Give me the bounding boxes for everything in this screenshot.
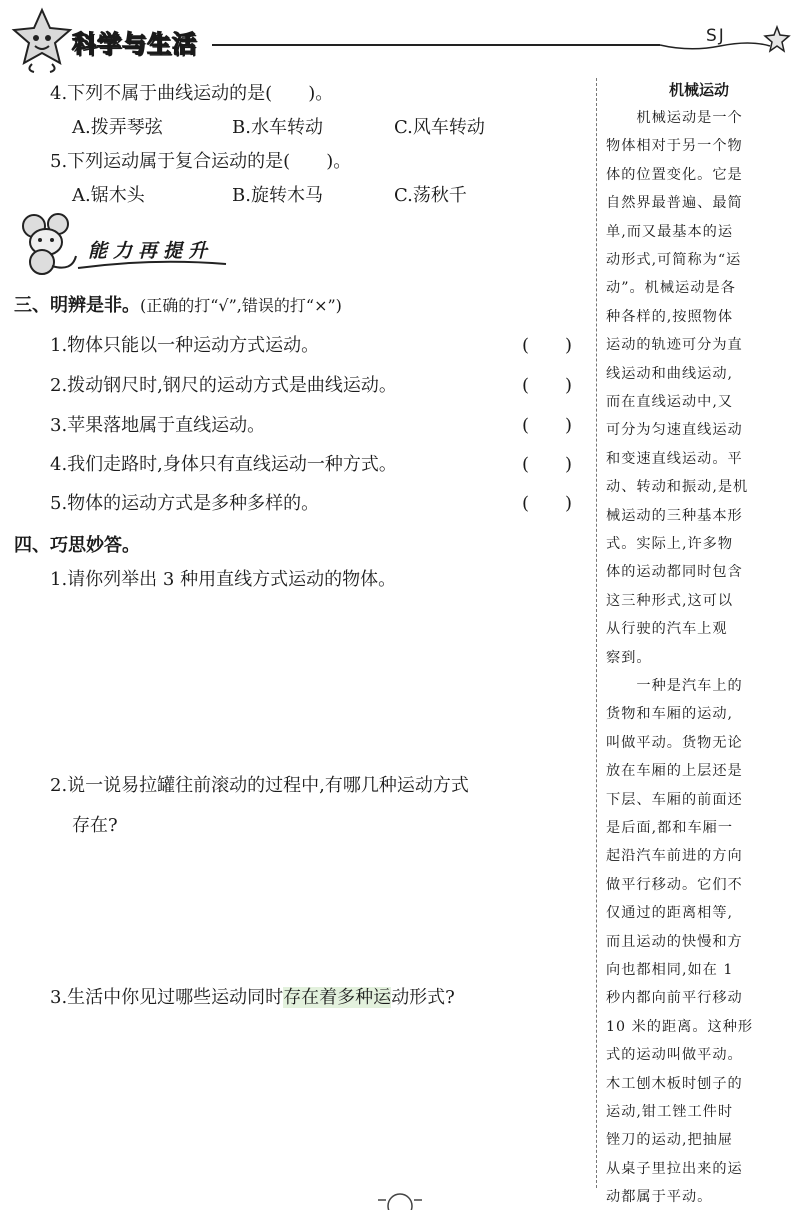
section-4-title: 四、巧思妙答。 xyxy=(14,535,140,556)
section-4-heading xyxy=(14,534,140,558)
sidebar-line: 锉刀的运动,把抽屉 xyxy=(606,1132,734,1149)
sidebar-line: 单,而又最基本的运 xyxy=(606,223,734,240)
sidebar-line: 动都属于平动。 xyxy=(606,1189,713,1206)
answer-paren-2[interactable]: ( ) xyxy=(522,375,573,396)
answer-paren-5[interactable]: ( ) xyxy=(522,493,573,514)
sidebar-line: 体的运动都同时包含 xyxy=(606,564,743,581)
sidebar-line: 从桌子里拉出来的运 xyxy=(606,1160,743,1177)
judge-item-3: 3.苹果落地属于直线运动。 xyxy=(50,415,266,436)
sidebar-line: 机械运动是一个 xyxy=(606,110,743,126)
sidebar-line: 运动的轨迹可分为直 xyxy=(606,337,743,354)
section-3-heading xyxy=(14,294,342,318)
sidebar-title: 机械运动 xyxy=(668,81,729,99)
page-number-ornament xyxy=(376,1186,424,1210)
sidebar-line: 10 米的距离。这种形 xyxy=(606,1018,754,1035)
question-4-stem: 4.下列不属于曲线运动的是( )。 xyxy=(50,83,334,104)
sidebar-line: 线运动和曲线运动, xyxy=(606,365,734,382)
sidebar-line: 放在车厢的上层还是 xyxy=(606,763,743,780)
sidebar-line: 是后面,都和车厢一 xyxy=(606,820,734,836)
sidebar-line: 式。实际上,许多物 xyxy=(606,536,734,552)
sidebar-line: 起沿汽车前进的方向 xyxy=(606,848,743,865)
sidebar-line: 一种是汽车上的 xyxy=(606,678,743,694)
sidebar-line: 动、转动和振动,是机 xyxy=(606,479,749,496)
column-divider xyxy=(596,78,597,1188)
highlighted-text: 存在着多种运 xyxy=(283,987,392,1008)
sidebar-line: 做平行移动。它们不 xyxy=(606,876,743,893)
sidebar-line: 动形式,可简称为“运 xyxy=(606,252,742,268)
sidebar-line: 而在直线运动中,又 xyxy=(606,394,734,410)
sidebar-line: 动”。机械运动是各 xyxy=(606,280,736,297)
sidebar-line: 仅通过的距离相等, xyxy=(606,905,734,922)
sidebar-line: 叫做平动。货物无论 xyxy=(606,734,743,751)
question-5-option-b: B.旋转木马 xyxy=(232,185,323,206)
ability-banner xyxy=(12,212,232,282)
ability-banner-label: 能力再提升 xyxy=(88,240,214,262)
judge-item-2: 2.拨动钢尺时,钢尺的运动方式是曲线运动。 xyxy=(50,375,397,396)
sidebar-line: 向也都相同,如在 1 xyxy=(606,962,734,978)
sidebar-line: 秒内都向前平行移动 xyxy=(606,990,743,1007)
sidebar-line: 货物和车厢的运动, xyxy=(606,706,734,723)
question-4-option-b: B.水车转动 xyxy=(232,117,323,138)
sidebar-line: 械运动的三种基本形 xyxy=(606,507,743,524)
small-star-icon xyxy=(762,24,792,54)
answer-paren-4[interactable]: ( ) xyxy=(522,454,573,475)
sidebar-line: 下层、车厢的前面还 xyxy=(606,791,743,808)
judge-item-4: 4.我们走路时,身体只有直线运动一种方式。 xyxy=(50,454,397,475)
question-4-option-a: A.拨弄琴弦 xyxy=(72,117,163,138)
header-title: 科学与生活 xyxy=(72,30,197,58)
answer-question-3-text-b: 动形式? xyxy=(391,987,455,1008)
sidebar-line: 自然界最普遍、最简 xyxy=(606,195,743,212)
question-4-option-c: C.风车转动 xyxy=(394,117,485,138)
sidebar-line: 运动,钳工锉工件时 xyxy=(606,1104,734,1120)
answer-question-2-line-2: 存在? xyxy=(72,815,118,836)
question-5-option-c: C.荡秋千 xyxy=(394,185,467,206)
sidebar-line: 而且运动的快慢和方 xyxy=(606,933,743,950)
header-code: SJ xyxy=(706,26,726,46)
ability-underline xyxy=(12,212,232,282)
sidebar-line: 察到。 xyxy=(606,649,652,666)
answer-paren-3[interactable]: ( ) xyxy=(522,415,573,436)
answer-question-1: 1.请你列举出 3 种用直线方式运动的物体。 xyxy=(50,569,397,590)
judge-item-5: 5.物体的运动方式是多种多样的。 xyxy=(50,493,320,514)
question-5-option-a: A.锯木头 xyxy=(72,185,145,206)
sidebar-line: 种各样的,按照物体 xyxy=(606,308,734,325)
sidebar-line: 物体相对于另一个物 xyxy=(606,138,743,155)
section-3-note: (正确的打“√”,错误的打“×”) xyxy=(140,296,342,315)
sidebar-line: 从行驶的汽车上观 xyxy=(606,621,728,638)
section-3-title: 三、明辨是非。 xyxy=(14,295,140,316)
question-5-stem: 5.下列运动属于复合运动的是( )。 xyxy=(50,151,352,172)
judge-item-1: 1.物体只能以一种运动方式运动。 xyxy=(50,335,320,356)
sidebar-line: 这三种形式,这可以 xyxy=(606,592,734,609)
sidebar-line: 体的位置变化。它是 xyxy=(606,166,743,183)
sidebar-line: 式的运动叫做平动。 xyxy=(606,1047,743,1064)
answer-paren-1[interactable]: ( ) xyxy=(522,335,573,356)
sidebar-line: 木工刨木板时刨子的 xyxy=(606,1075,743,1092)
answer-question-3-text-a: 3.生活中你见过哪些运动同时 xyxy=(50,987,284,1008)
answer-question-3 xyxy=(50,986,455,1010)
sidebar-line: 可分为匀速直线运动 xyxy=(606,422,743,439)
answer-question-2-line-1: 2.说一说易拉罐往前滚动的过程中,有哪几种运动方式 xyxy=(50,775,469,796)
sidebar-line: 和变速直线运动。平 xyxy=(606,450,743,467)
